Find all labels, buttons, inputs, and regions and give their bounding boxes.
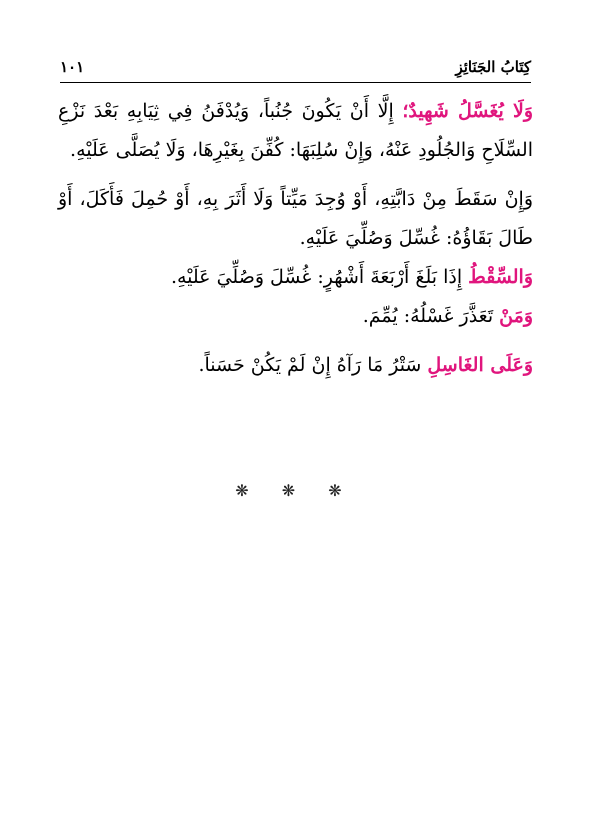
paragraph-fall <box>58 180 533 258</box>
paragraph-text: وَإِنْ سَقَطَ مِنْ دَابَّتِهِ، أَوْ وُجِدَ مَيِّتاً وَلَا أَثَرَ بِهِ، أَوْ حُمِلَ فَأَكَلَ، أَوْ طَالَ بَقَاؤُهُ: غُسِّلَ وَصُلِّيَ عَلَيْهِ. <box>58 188 533 249</box>
keyword-highlight: وَمَنْ <box>499 305 533 327</box>
paragraph-text: تَعَذَّرَ غَسْلُهُ: يُمِّمَ. <box>362 305 500 327</box>
paragraph-text: إِذَا بَلَغَ أَرْبَعَةَ أَشْهُرٍ: غُسِّلَ وَصُلِّيَ عَلَيْهِ. <box>170 266 469 288</box>
header-divider <box>60 82 531 83</box>
keyword-highlight: وَعَلَى الغَاسِلِ <box>427 354 533 376</box>
paragraph-washer <box>58 346 533 385</box>
keyword-highlight: وَلَا يُغَسَّلُ شَهِيدٌ؛ <box>402 100 534 122</box>
paragraph-martyr <box>58 92 533 170</box>
paragraph-text: إِلَّا أَنْ يَكُونَ جُنُباً، وَيُدْفَنُ فِي ثِيَابِهِ بَعْدَ نَزْعِ السِّلَاحِ وَالجُلُودِ عَنْهُ، وَإِنْ سُلِبَهَا: كُفِّنَ بِغَيْرِهَا، وَلَا يُصَلَّى عَلَيْهِ. <box>58 100 533 161</box>
paragraph-tayammum <box>58 297 533 336</box>
paragraph-text: سَتْرُ مَا رَآهُ إِنْ لَمْ يَكُنْ حَسَناً. <box>198 354 428 376</box>
section-separator: ❋ ❋ ❋ <box>235 481 356 500</box>
paragraph-miscarriage <box>58 258 533 297</box>
page-header <box>60 58 531 80</box>
keyword-highlight: وَالسِّقْطُ <box>468 266 533 288</box>
page-number: ١٠١ <box>60 58 85 76</box>
running-title: كِتَابُ الجَنَائِزِ <box>455 58 531 76</box>
main-text <box>58 92 533 385</box>
